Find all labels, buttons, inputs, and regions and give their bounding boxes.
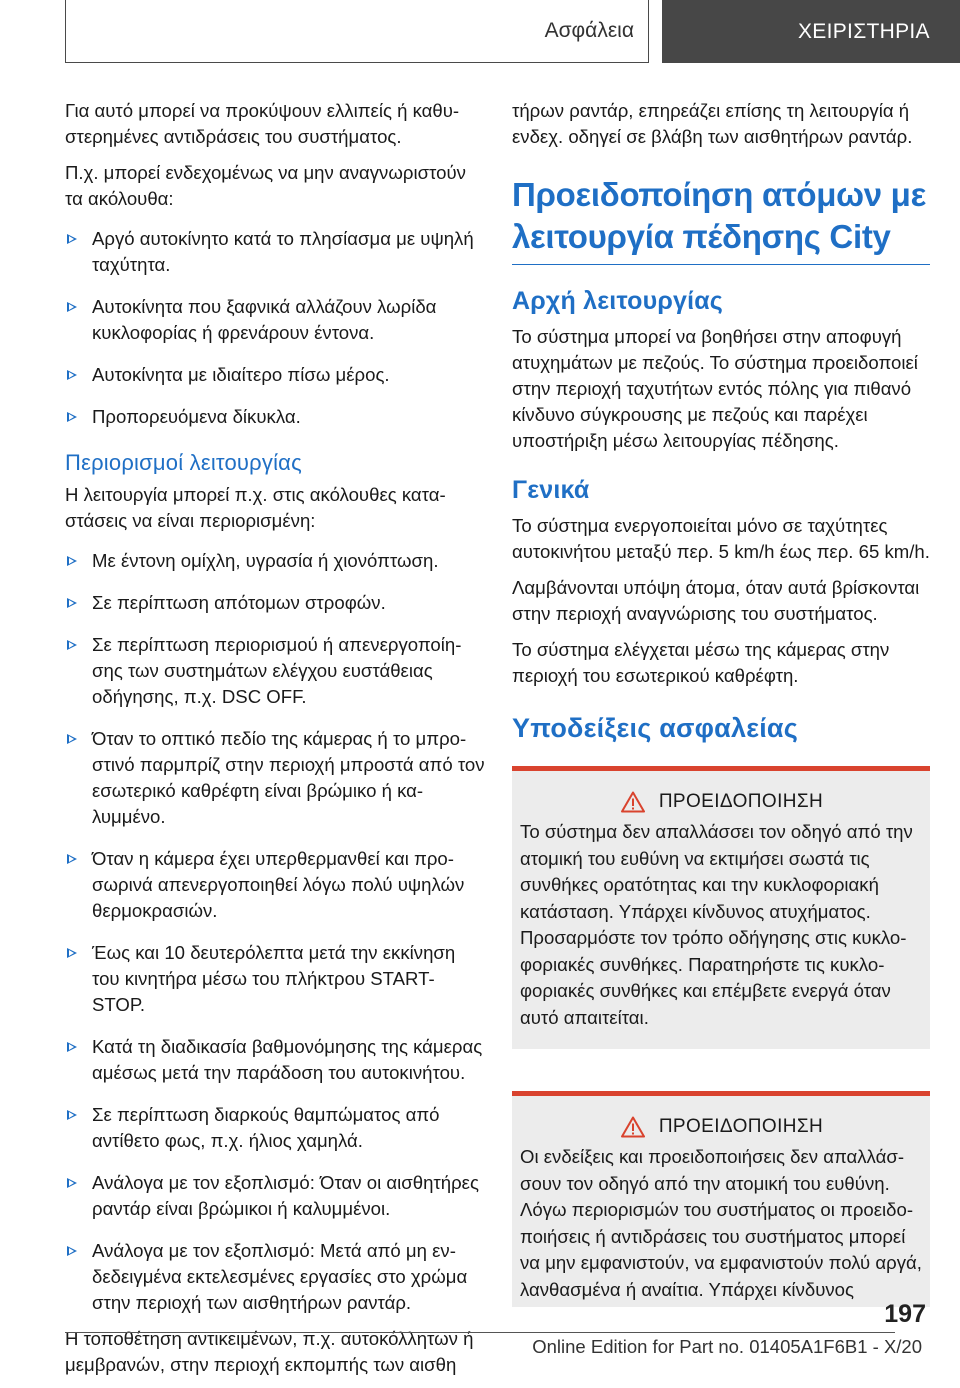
triangle-bullet-icon <box>67 734 77 744</box>
general-heading: Γενικά <box>512 476 590 504</box>
intro-paragraph-1: Για αυτό μπορεί να προκύψουν ελλιπείς ή καθυστερημένες αντιδράσεις του συστήματος. <box>65 100 460 147</box>
list-item: Αυτοκίνητα που ξαφνικά αλλάζουν λωρίδα κυκλοφορίας ή φρενάρουν έντονα. <box>65 294 485 346</box>
edition-footer: Online Edition for Part no. 01405A1F6B1 - X/20 <box>532 1336 922 1357</box>
warning-header <box>520 1116 924 1138</box>
triangle-bullet-icon <box>67 234 77 244</box>
right-column <box>512 98 930 1307</box>
triangle-bullet-icon <box>67 1178 77 1188</box>
list-item: Έως και 10 δευτερόλεπτα μετά την εκκίνηση του κινητήρα μέσω του πλήκτρου START-STOP. <box>65 940 485 1018</box>
triangle-bullet-icon <box>67 370 77 380</box>
page-number: 197 <box>884 1300 926 1328</box>
list-item: Ανάλογα με τον εξοπλισμό: Μετά από μη ενδεδειγμένα εκτελεσμένες εργασίες στο χρώμα στην περιοχή των αισθητήρων ραντάρ. <box>65 1238 485 1316</box>
limits-paragraph: Η λειτουργία μπορεί π.χ. στις ακόλουθες καταστάσεις να είναι περιορισμένη: <box>65 484 446 531</box>
list-item: Αργό αυτοκίνητο κατά το πλησίασμα με υψηλή ταχύτητα. <box>65 226 485 278</box>
closing-paragraph: Η τοποθέτηση αντικειμένων, π.χ. αυτοκόλλητων ή μεμβρανών, στην περιοχή εκπομπής των αισθη <box>65 1328 474 1375</box>
section-tab-label: Ασφάλεια <box>544 19 634 42</box>
general-paragraph-3: Το σύστημα ελέγχεται μέσω της κάμερας στην περιοχή του εσωτερικού καθρέφτη. <box>512 639 890 686</box>
triangle-bullet-icon <box>67 556 77 566</box>
principle-heading: Αρχή λειτουργίας <box>512 287 724 315</box>
general-paragraph-1: Το σύστημα ενεργοποιείται μόνο σε ταχύτητες αυτοκινήτου μεταξύ περ. 5 km/h έως περ. 65 km/h. <box>512 515 930 562</box>
limits-heading: Περιορισμοί λειτουργίας <box>65 450 302 475</box>
principle-paragraph: Το σύστημα μπορεί να βοηθήσει στην αποφυγή ατυχημάτων με πεζούς. Το σύστημα προειδοποιεί στην περιοχή ταχυτήτων εντός πόλης για πιθανό κίνδυνο σύγκρουσης με πεζούς και παρέχει υποστήριξη μέσω λειτουργίας πέδησης. <box>512 326 918 451</box>
undetected-list <box>65 226 485 430</box>
warning-box <box>512 1091 930 1307</box>
triangle-bullet-icon <box>67 1246 77 1256</box>
general-paragraph-2: Λαμβάνονται υπόψη άτομα, όταν αυτά βρίσκονται στην περιοχή αναγνώρισης του συστήματος. <box>512 577 920 624</box>
warning-header <box>520 791 924 813</box>
list-item: Αυτοκίνητα με ιδιαίτερο πίσω μέρος. <box>65 362 485 388</box>
list-item: Σε περίπτωση διαρκούς θαμπώματος από αντίθετο φως, π.χ. ήλιος χαμηλά. <box>65 1102 485 1154</box>
limits-list <box>65 548 485 1316</box>
chapter-tab <box>662 0 960 63</box>
triangle-bullet-icon <box>67 412 77 422</box>
warning-text: Οι ενδείξεις και προειδοποιήσεις δεν απαλλάσσουν τον οδηγό από την ατομική του ευθύνη. Λόγω περιορισμών του συστήματος οι προειδοποιήσεις ή αντιδράσεις του συστήματος μπορεί να μην εμφανιστούν, να εμφανιστούν πολύ αργά, λανθασμένα ή αναίτια. Υπάρχει κίνδυνος <box>520 1146 922 1300</box>
triangle-bullet-icon <box>67 854 77 864</box>
list-item: Όταν το οπτικό πεδίο της κάμερας ή το μπροστινό παρμπρίζ στην περιοχή μπροστά από τον εσωτερικό καθρέφτη είναι βρώμικο ή καλυμμένο. <box>65 726 485 830</box>
list-item: Όταν η κάμερα έχει υπερθερμανθεί και προσωρινά απενεργοποιηθεί λόγω πολύ υψηλών θερμοκρασιών. <box>65 846 485 924</box>
footer-divider <box>65 1332 895 1333</box>
triangle-bullet-icon <box>67 640 77 650</box>
triangle-bullet-icon <box>67 598 77 608</box>
list-item: Σε περίπτωση περιορισμού ή απενεργοποίησης των συστημάτων ελέγχου ευστάθειας οδήγησης, π.χ. DSC OFF. <box>65 632 485 710</box>
left-column <box>65 98 485 1388</box>
list-item: Προπορευόμενα δίκυκλα. <box>65 404 485 430</box>
warning-text: Το σύστημα δεν απαλλάσσει τον οδηγό από την ατομική του ευθύνη να εκτιμήσει σωστά τις συνθήκες ορατότητας και την κυκλοφοριακή κατάσταση. Υπάρχει κίνδυνος ατυχήματος. Προσαρμόστε τον τρόπο οδήγησης στις κυκλοφοριακές συνθήκες. Παρατηρήστε τις κυκλοφοριακές συνθήκες και επέμβετε ενεργά όταν αυτό απαιτείται. <box>520 821 913 1028</box>
section-tab <box>65 0 649 63</box>
warning-title: ΠΡΟΕΙΔΟΠΟΙΗΣΗ <box>658 1116 824 1137</box>
triangle-bullet-icon <box>67 302 77 312</box>
intro-paragraph-2: Π.χ. μπορεί ενδεχομένως να μην αναγνωριστούν τα ακόλουθα: <box>65 162 466 209</box>
list-item: Ανάλογα με τον εξοπλισμό: Όταν οι αισθητήρες ραντάρ είναι βρώμικοι ή καλυμμένοι. <box>65 1170 485 1222</box>
triangle-bullet-icon <box>67 1110 77 1120</box>
warning-triangle-icon <box>621 1116 645 1138</box>
warning-box <box>512 766 930 1049</box>
main-section-heading: Προειδοποίηση ατόμων με λειτουργία πέδησης City <box>512 174 930 265</box>
triangle-bullet-icon <box>67 948 77 958</box>
chapter-tab-label: ΧΕΙΡΙΣΤΗΡΙΑ <box>798 19 930 43</box>
warning-title: ΠΡΟΕΙΔΟΠΟΙΗΣΗ <box>658 791 824 812</box>
continued-paragraph: τήρων ραντάρ, επηρεάζει επίσης τη λειτουργία ή ενδεχ. οδηγεί σε βλάβη των αισθητήρων ραντάρ. <box>512 100 913 147</box>
triangle-bullet-icon <box>67 1042 77 1052</box>
list-item: Σε περίπτωση απότομων στροφών. <box>65 590 485 616</box>
list-item: Με έντονη ομίχλη, υγρασία ή χιονόπτωση. <box>65 548 485 574</box>
warning-triangle-icon <box>621 791 645 813</box>
safety-heading: Υποδείξεις ασφαλείας <box>512 713 798 743</box>
list-item: Κατά τη διαδικασία βαθμονόμησης της κάμερας αμέσως μετά την παράδοση του αυτοκινήτου. <box>65 1034 485 1086</box>
